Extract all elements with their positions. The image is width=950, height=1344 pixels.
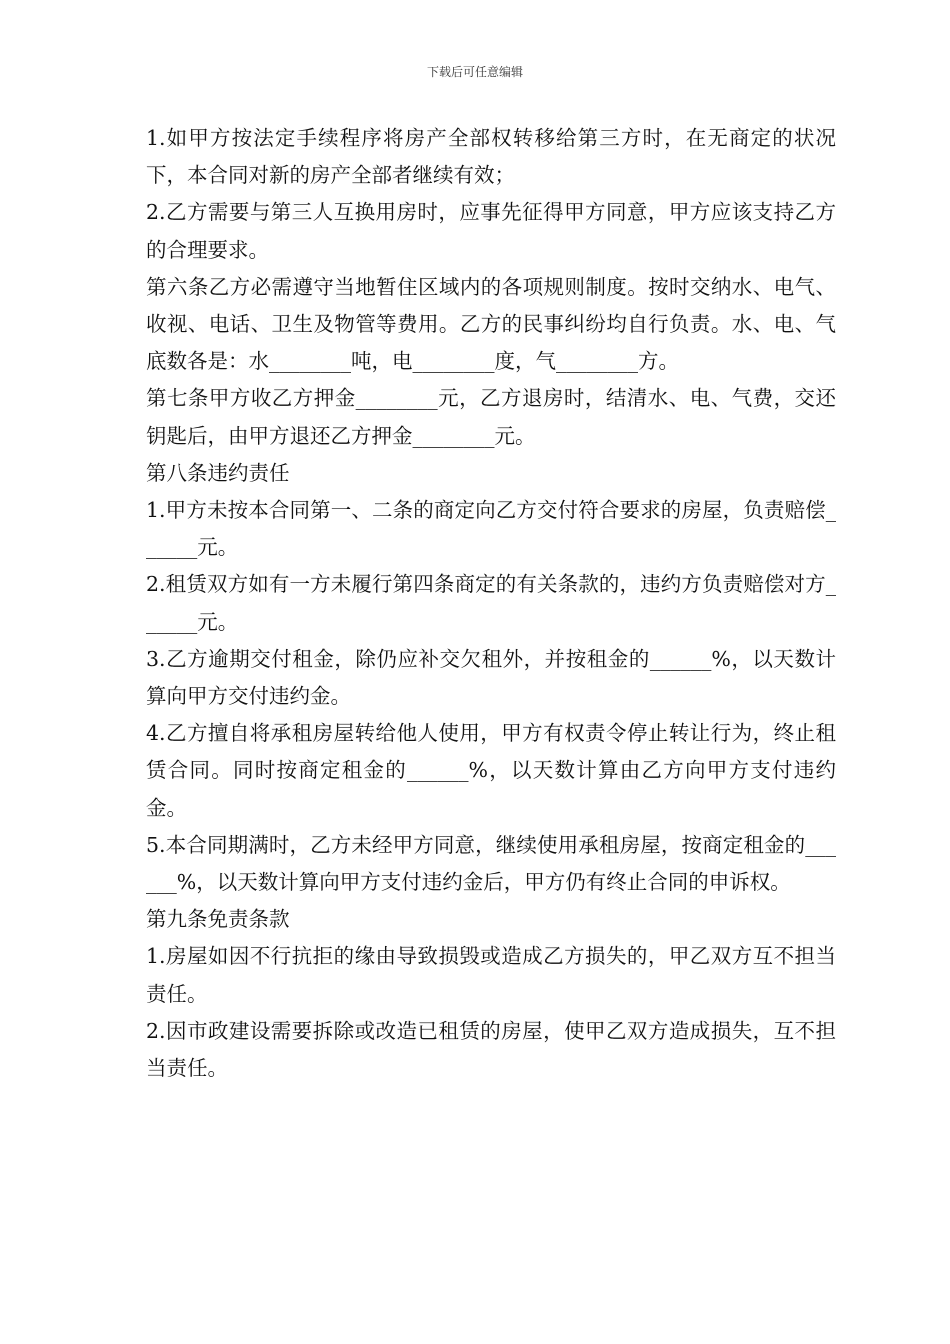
article-9-heading: 第九条免责条款 (146, 907, 290, 932)
article-9-item-2: 2.因市政建设需要拆除或改造已租赁的房屋，使甲乙双方造成损失，互不担当责任。 (146, 1018, 836, 1081)
article-8-item-1: 1.甲方未按本合同第一、二条的商定向乙方交付符合要求的房屋，负责赔偿______元。 (146, 498, 836, 560)
article-8-item-3: 3.乙方逾期交付租金，除仍应补交欠租外，并按租金的______%，以天数计算向甲方交付违约金。 (146, 646, 836, 709)
page-header: 下载后可任意编辑 (426, 65, 523, 79)
clause-exchange-housing: 2.乙方需要与第三人互换用房时，应事先征得甲方同意，甲方应该支持乙方的合理要求。 (146, 200, 836, 262)
clause-transfer-ownership: 1.如甲方按法定手续程序将房产全部权转移给第三方时，在无商定的状况下，本合同对新的房产全部者继续有效； (146, 126, 836, 188)
article-9-item-1: 1.房屋如因不行抗拒的缘由导致损毁或造成乙方损失的，甲乙双方互不担当责任。 (146, 944, 836, 1006)
article-8-heading: 第八条违约责任 (146, 460, 290, 485)
article-6: 第六条乙方必需遵守当地暂住区域内的各项规则制度。按时交纳水、电气、收视、电话、卫生及物管等费用。乙方的民事纠纷均自行负责。水、电、气底数各是：水________吨，电________度，气________方。 (146, 274, 836, 374)
article-8-item-4: 4.乙方擅自将承租房屋转给他人使用，甲方有权责令停止转让行为，终止租赁合同。同时按商定租金的______%，以天数计算由乙方向甲方支付违约金。 (146, 721, 836, 820)
document-body (146, 120, 836, 1087)
article-8-item-2: 2.租赁双方如有一方未履行第四条商定的有关条款的，违约方负责赔偿对方______元。 (146, 572, 836, 634)
article-7: 第七条甲方收乙方押金________元，乙方退房时，结清水、电、气费，交还钥匙后，由甲方退还乙方押金________元。 (146, 386, 836, 448)
article-8-item-5: 5.本合同期满时，乙方未经甲方同意，继续使用承租房屋，按商定租金的______%，以天数计算向甲方支付违约金后，甲方仍有终止合同的申诉权。 (146, 832, 836, 895)
